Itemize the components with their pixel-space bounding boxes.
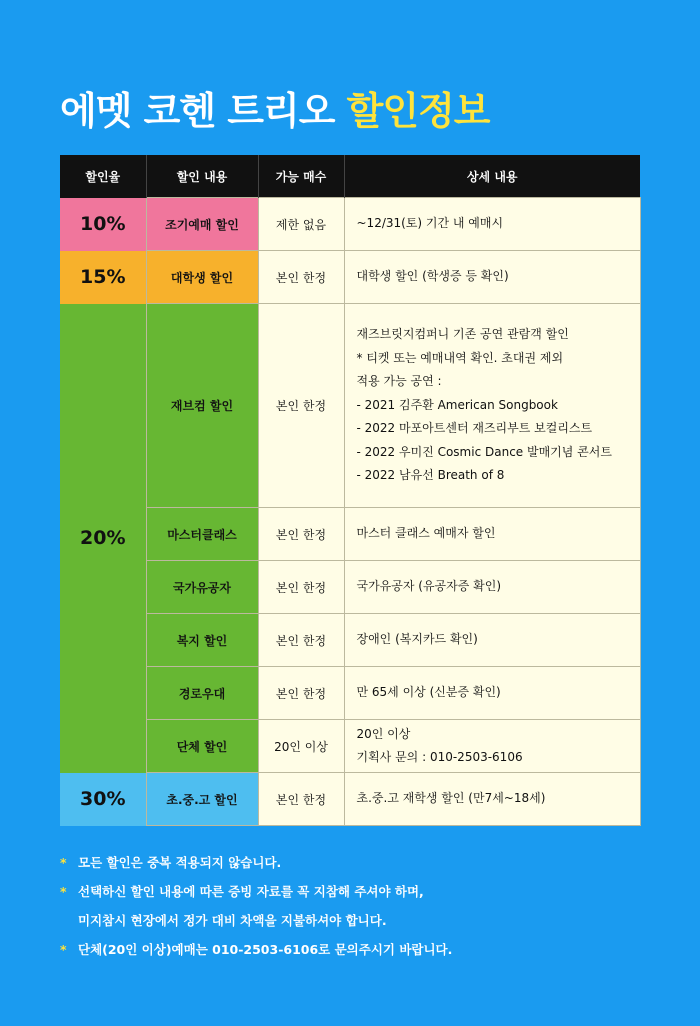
discount-name: 국가유공자	[146, 561, 258, 614]
note-text: 미지참시 현장에서 정가 대비 차액을 지불하셔야 합니다.	[78, 913, 387, 928]
asterisk-icon: *	[60, 855, 67, 870]
note-text: 선택하신 할인 내용에 따른 증빙 자료를 꼭 지참해 주셔야 하며,	[78, 884, 424, 899]
quantity-cell: 본인 한정	[258, 508, 344, 561]
detail-line: 20인 이상	[356, 726, 411, 741]
header-quantity: 가능 매수	[258, 155, 344, 198]
header-content: 할인 내용	[146, 155, 258, 198]
table-header-row	[60, 155, 640, 198]
page-title	[60, 80, 490, 135]
note-continuation	[60, 906, 660, 935]
detail-line: 국가유공자 (유공자증 확인)	[356, 579, 502, 594]
note-item	[60, 935, 660, 964]
detail-cell	[344, 561, 640, 614]
table-row	[60, 561, 640, 614]
quantity-cell: 본인 한정	[258, 251, 344, 304]
discount-name: 경로우대	[146, 667, 258, 720]
table-row	[60, 198, 640, 251]
detail-line: 기획사 문의 : 010-2503-6106	[356, 750, 523, 764]
detail-cell	[344, 198, 640, 251]
detail-line: - 2022 마포아트센터 재즈리부트 보컬리스트	[356, 421, 593, 436]
detail-cell	[344, 667, 640, 720]
quantity-cell: 20인 이상	[258, 720, 344, 773]
discount-name: 마스터클래스	[146, 508, 258, 561]
detail-line: - 2022 남유선 Breath of 8	[356, 468, 505, 483]
detail-cell	[344, 304, 640, 508]
detail-cell	[344, 773, 640, 826]
discount-name: 초.중.고 할인	[146, 773, 258, 826]
table-row	[60, 667, 640, 720]
quantity-cell: 본인 한정	[258, 614, 344, 667]
detail-line: - 2022 우미진 Cosmic Dance 발매기념 콘서트	[356, 444, 612, 459]
quantity-cell: 본인 한정	[258, 667, 344, 720]
detail-line: ~12/31(토) 기간 내 예매시	[356, 216, 504, 231]
detail-line: 마스터 클래스 예매자 할인	[356, 526, 496, 541]
table-row	[60, 508, 640, 561]
note-text: 모든 할인은 중복 적용되지 않습니다.	[78, 855, 282, 870]
detail-line: * 티켓 또는 예매내역 확인. 초대권 제외	[356, 350, 564, 365]
discount-name: 단체 할인	[146, 720, 258, 773]
detail-line: 대학생 할인 (학생증 등 확인)	[356, 269, 509, 284]
detail-cell	[344, 251, 640, 304]
discount-name: 조기예매 할인	[146, 198, 258, 251]
table-row	[60, 251, 640, 304]
note-item	[60, 877, 660, 906]
discount-name: 대학생 할인	[146, 251, 258, 304]
table-row	[60, 773, 640, 826]
discount-name: 복지 할인	[146, 614, 258, 667]
detail-cell	[344, 508, 640, 561]
table-row	[60, 614, 640, 667]
title-highlight: 할인정보	[346, 89, 490, 133]
detail-line: 적용 가능 공연 :	[356, 374, 442, 389]
detail-line: - 2021 김주환 American Songbook	[356, 397, 558, 412]
title-main: 에멧 코헨 트리오	[60, 89, 347, 133]
asterisk-icon: *	[60, 942, 67, 957]
header-rate: 할인율	[60, 155, 146, 198]
detail-line: 초.중.고 재학생 할인 (만7세~18세)	[356, 791, 546, 806]
notes-section	[60, 848, 660, 964]
rate-cell: 20%	[60, 304, 146, 773]
rate-cell: 15%	[60, 251, 146, 304]
discount-table	[60, 155, 641, 826]
rate-cell: 30%	[60, 773, 146, 826]
discount-name: 재브컴 할인	[146, 304, 258, 508]
detail-cell	[344, 614, 640, 667]
detail-line: 만 65세 이상 (신분증 확인)	[356, 685, 501, 700]
rate-cell: 10%	[60, 198, 146, 251]
quantity-cell: 본인 한정	[258, 773, 344, 826]
note-text: 단체(20인 이상)예매는 010-2503-6106로 문의주시기 바랍니다.	[78, 942, 453, 957]
table-row	[60, 304, 640, 508]
detail-cell	[344, 720, 640, 773]
note-item	[60, 848, 660, 877]
asterisk-icon: *	[60, 884, 67, 899]
table-row	[60, 720, 640, 773]
detail-line: 재즈브릿지컴퍼니 기존 공연 관람객 할인	[356, 327, 569, 342]
detail-line: 장애인 (복지카드 확인)	[356, 632, 478, 647]
quantity-cell: 제한 없음	[258, 198, 344, 251]
quantity-cell: 본인 한정	[258, 304, 344, 508]
quantity-cell: 본인 한정	[258, 561, 344, 614]
header-detail: 상세 내용	[344, 155, 640, 198]
